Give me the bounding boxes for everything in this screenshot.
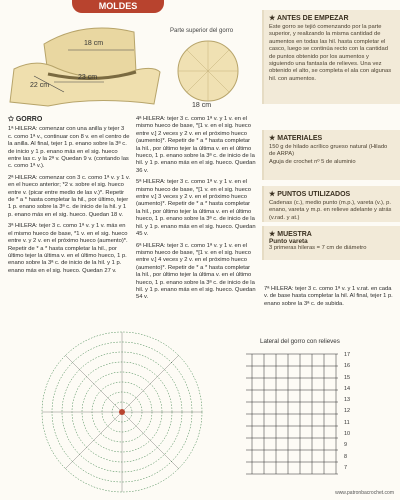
row-label: 9 xyxy=(344,442,348,449)
row-label: 11 xyxy=(344,419,350,426)
antes-title: ★ ANTES DE EMPEZAR xyxy=(269,15,349,22)
instructions-col3 xyxy=(264,286,396,312)
muestra-title: ★ MUESTRA xyxy=(269,231,312,238)
row-label: 15 xyxy=(344,374,351,381)
top-caption: Parte superior del gorro xyxy=(170,28,234,34)
hat-pattern-illustration xyxy=(4,14,164,109)
row-label: 10 xyxy=(344,431,351,438)
row-label: 7 xyxy=(344,464,348,471)
sidebar-materiales xyxy=(262,130,400,180)
row7-text: 7ª HILERA: tejer 3 c. como 1ª v. y 1 v.rat. en cada v. de base hasta completar la hil. Al final, tejer 1 p. enano sobre la 3ª c. de subida. xyxy=(264,286,393,307)
row3-text: 3ª HILERA: tejer 3 c. como 1ª v. y 1 v. más en el mismo hueco de base, *1 v. en el sig. hueco entre v. y 2 v. en el próximo hueco (aumento)*. Repetir de * a * hasta completar la hil., por último tejer la última v. en el último hueco, 1 p. enano sobre la 3ª c. de inicio de la hil. y 1 p. enano más en el sig. hueco. Quedan 27 v. xyxy=(8,223,128,274)
gorro-title: ✩ GORRO xyxy=(8,116,43,123)
lateral-title: Lateral del gorro con relieves xyxy=(260,338,340,345)
moldes-tab: MOLDES xyxy=(72,0,164,13)
row5-text: 5ª HILERA: tejer 3 c. como 1ª v. y 1 v. en el mismo hueco de base, *[1 v. en el sig. hueco entre v.] 3 veces y 2 v. en el próximo hueco (aumento)*. Repetir de * a * hasta completar la hil., por último tejer la última v. en el último hueco, 1 p. enano sobre la 3ª c. de inicio de la hil. y 1 p. enano más en el sig. hueco. Quedan 45 v. xyxy=(136,179,256,238)
row-label: 12 xyxy=(344,408,351,415)
row-label: 13 xyxy=(344,397,351,404)
row4-text: 4ª HILERA: tejer 3 c. como 1ª v. y 1 v. en el mismo hueco de base, *[1 v. en el sig. hueco entre v.] 2 veces y 2 v. en el próximo hueco (aumento)*. Repetir de * a * hasta completar la hil., por último tejer la última v. en el último hueco, 1 p. enano sobre la 3ª c. de inicio de la hil. y 1 p. enano más en el sig. hueco. Quedan 36 v. xyxy=(136,116,256,174)
top-pattern-circle xyxy=(170,38,246,104)
sidebar-muestra xyxy=(262,226,400,260)
row-label: 17 xyxy=(344,352,351,358)
footer-credit: www.patronbacrochet.com xyxy=(335,490,394,496)
dim-bottom: 23 cm xyxy=(78,74,98,81)
row1-text: 1ª HILERA: comenzar con una anilla y tejer 3 c. como 1ª v., continuar con 8 v. en el centro de la anilla. Al final, tejer 1 p. enano sobre la 3ª c. de inicio y 1 p. enano más en el sig. hueco entre las c. y la 2ª v. Quedan 9 v. (contando las c. como 1ª v.). xyxy=(8,126,130,170)
muestra-text: 3 primeras hileras = 7 cm de diámetro xyxy=(269,245,367,251)
sidebar-puntos xyxy=(262,186,400,222)
puntos-title: ★ PUNTOS UTILIZADOS xyxy=(269,191,351,198)
dim-top: 18 cm xyxy=(84,40,104,47)
dim-left: 22 cm xyxy=(30,82,50,89)
row2-text: 2ª HILERA: comenzar con 3 c. como 1ª v. y 1 v. en el hueco anterior; *2 v. sobre el sig. hueco entre v. (picar entre medio de las v.)*. Repetir de * a * hasta completar la hil., por último, tejer 1 p. enano sobre la 3ª c. de inicio de la hil. y 1 p. enano más en el sig. hueco. Quedan 18 v. xyxy=(8,174,130,218)
materiales-title: ★ MATERIALES xyxy=(269,135,323,142)
row6-text: 6ª HILERA: tejer 3 c. como 1ª v. y 1 v. en el mismo hueco de base, *[1 v. en el sig. hueco entre v.] 4 veces y 2 v. en el próximo hueco (aumento)*. Repetir de * a * hasta completar la hil., por último tejer la última v. en el último hueco, 1 p. enano sobre la 3ª c. de inicio de la hil. y 1 p. enano más en el sig. hueco. Quedan 54 v. xyxy=(136,242,256,301)
lateral-row-labels xyxy=(344,350,362,474)
puntos-text: Cadenas (c.), medio punto (m.p.), vareta (v.), p. enano, vareta y m.p. en relieve adelante y atrás (v.rad. y at.) xyxy=(269,200,392,221)
lateral-crochet-diagram xyxy=(242,346,342,476)
instructions-col2 xyxy=(136,116,256,306)
top-dim: 18 cm xyxy=(192,102,212,109)
materiales-text: 150 g de hilado acrílico grueso natural (Hilado de ARPA) Aguja de crochet nº 5 de aluminio xyxy=(269,144,388,165)
instructions-col1 xyxy=(8,116,130,279)
antes-text: Este gorro se tejió comenzando por la parte superior, y realizando la misma cantidad de aumentos en todas las hil. hasta completar el casco, luego se continúa recto con la cantidad de puntos obtenido por los aumentos y siguiendo una fantasía de relieves. Una vez obtenido el alto, se completa el ala con algunas hil. con aumentos. xyxy=(269,24,392,82)
row-label: 16 xyxy=(344,363,351,370)
sidebar-antes xyxy=(262,10,400,104)
circular-crochet-diagram xyxy=(4,320,236,498)
muestra-subtitle: Punto vareta xyxy=(269,238,308,245)
row-label: 14 xyxy=(344,385,351,392)
row-label: 8 xyxy=(344,453,348,460)
